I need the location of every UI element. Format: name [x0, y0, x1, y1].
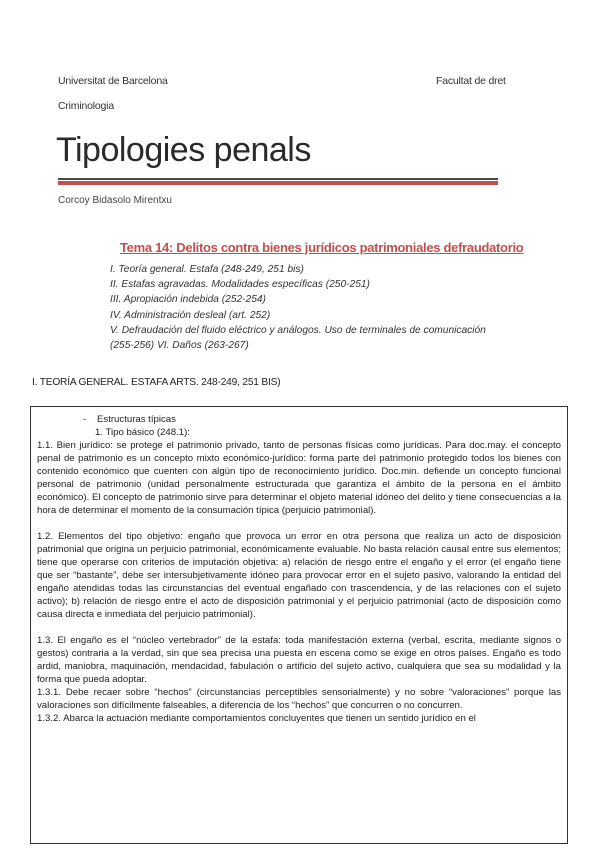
bullet-dash: - [83, 414, 87, 425]
document-title: Tipologies penals [56, 131, 311, 169]
toc-item: (255-256) VI. Daños (263-267) [110, 340, 249, 352]
paragraph: 1.3.1. Debe recaer sobre “hechos” (circunstancias perceptibles sensorialmente) y no sobre “valoraciones” porque las valoraciones son difícilmente falseables, a diferencia de los “hechos” que concurren o no concurren. [37, 687, 561, 711]
toc-item: II. Estafas agravadas. Modalidades específicas (250-251) [110, 279, 370, 291]
topic-heading: Tema 14: Delitos contra bienes jurídicos patrimoniales defraudatorio [120, 240, 524, 255]
faculty-name: Facultat de dret [436, 75, 506, 87]
title-rule-dark [58, 178, 498, 180]
sub-item: 1. Tipo básico (248.1): [95, 427, 190, 438]
toc-item: III. Apropiación indebida (252-254) [110, 294, 266, 306]
author-name: Corcoy Bidasolo Mirentxu [58, 195, 172, 206]
toc-item: V. Defraudación del fluido eléctrico y análogos. Uso de terminales de comunicación [110, 324, 486, 336]
paragraph: 1.3. El engaño es el “núcleo vertebrador” de la estafa: toda manifestación externa (verbal, escrita, mediante signos o gestos) contraria a la verdad, sin que sea precisa una puesta en escena como se exige en otros países. Engaño es todo ardid, maniobra, maquinación, mendacidad, fabulación o artificio del sujeto activo, cualquiera que sea su modalidad y la forma que pueda adoptar. [37, 635, 561, 685]
table-of-contents [110, 262, 550, 353]
bullet-item [37, 413, 561, 426]
paragraph: 1.1. Bien jurídico: se protege el patrimonio privado, tanto de personas físicas como jurídicas. Para doc.may. el concepto penal de patrimonio es un concepto mixto económico-jurídico: forma parte del patrimonio protegido todos los bienes con contenido económico que cuenten con algún tipo de reconocimiento jurídico. Doc.min. defiende un concepto funcional personal de patrimonio (unidad personalmente estructurada que garantiza el ámbito de la persona en el ámbito económico). El concepto de patrimonio sirve para determinar el objeto material idóneo del delito y tiene consecuencias a la hora de determinar el momento de la consumación típica (perjuicio patrimonial). [37, 440, 561, 516]
section-heading: I. TEORÍA GENERAL. ESTAFA ARTS. 248-249, 251 BIS) [32, 377, 281, 388]
toc-item: I. Teoría general. Estafa (248-249, 251 bis) [110, 264, 304, 275]
university-name: Universitat de Barcelona [58, 75, 168, 87]
paragraph: 1.2. Elementos del tipo objetivo: engaño que provoca un error en otra persona que realiza un acto de disposición patrimonial que origina un perjuicio patrimonial, económicamente evaluable. No basta relación causal entre sus elementos; tiene que operarse con criterios de imputación objetiva: a) relación de riesgo entre el engaño y el error (el engaño tiene que ser “bastante”, debe ser intersubjetivamente idóneo para provocar error en el sujeto pasivo, valorando la entidad del engaño atendidas todas las circunstancias del eventual engañado con trascendencia, y de las relaciones con el sujeto activo); b) relación de riesgo entre el acto de disposición patrimonial y el perjuicio patrimonial (acto de disposición como causa directa e inmediata del perjuicio patrimonial). [37, 531, 561, 620]
bullet-label: Estructuras típicas [97, 414, 176, 425]
title-rule-red [58, 181, 498, 185]
content-box [30, 406, 568, 844]
subject-name: Criminologia [58, 100, 114, 112]
paragraph: 1.3.2. Abarca la actuación mediante comportamientos concluyentes que tienen un sentido jurídico en el [37, 713, 476, 724]
toc-item: IV. Administración desleal (art. 252) [110, 309, 271, 321]
